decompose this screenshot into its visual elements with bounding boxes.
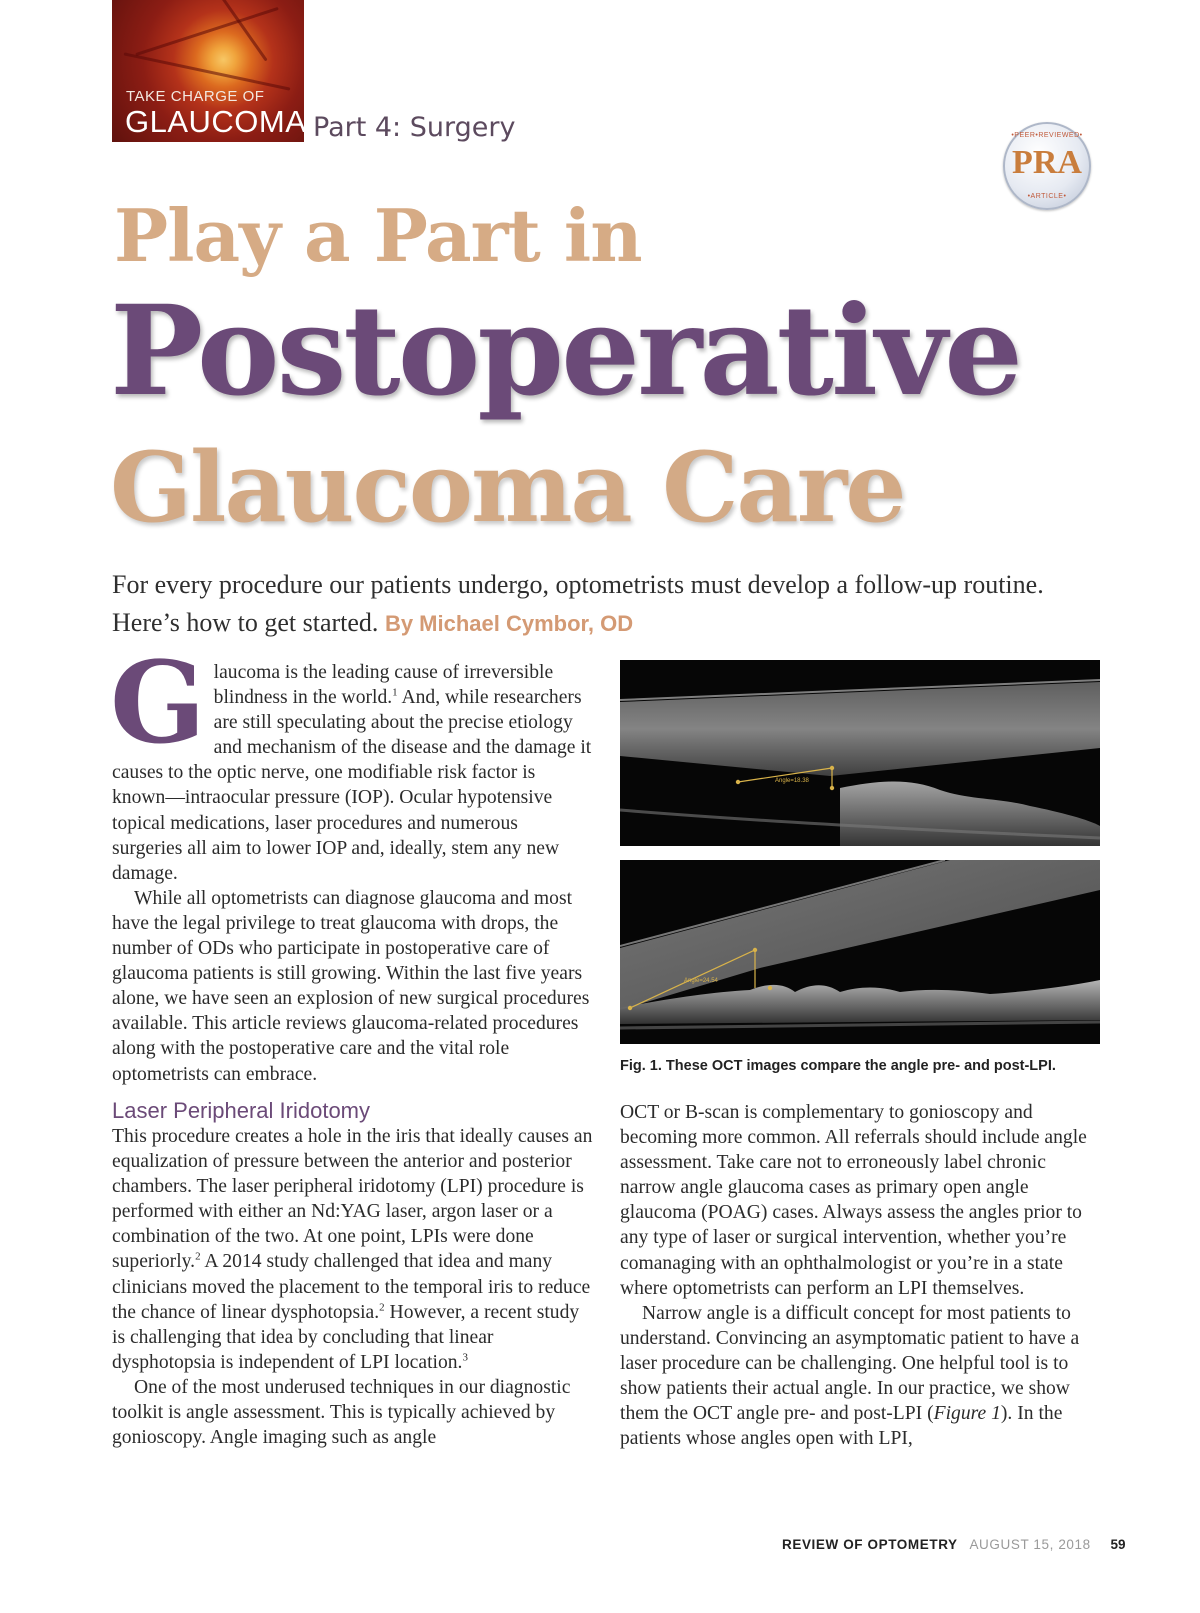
angle-label-1: Angle=18.38: [775, 778, 809, 784]
part-label: Part 4: Surgery: [313, 112, 516, 143]
footer-publication: REVIEW OF OPTOMETRY: [782, 1537, 958, 1552]
right-paragraph-1: OCT or B-scan is complementary to gonioscopy and becoming more common. All referrals should include angle assessment. Take care not to erroneously label chronic narrow angle glaucoma cases as primary open angle glaucoma (POAG) cases. Always assess the angles prior to any type of laser or surgical intervention, whether you’re comanaging with an ophthalmologist or you’re in a state where optometrists can perform an LPI themselves.: [620, 1102, 1087, 1299]
byline: By Michael Cymbor, OD: [384, 611, 634, 636]
section-p1-text-c: However, a recent study is challenging that idea by concluding that linear dysphotopsia is independent of LPI location.: [112, 1301, 580, 1373]
section-heading: Laser Peripheral Iridotomy: [112, 1098, 371, 1123]
intro-p1-text-a: laucoma is the leading cause of irreversible blindness in the world.: [213, 662, 554, 709]
footnote-ref: 3: [462, 1351, 468, 1364]
footnote-ref: 2: [195, 1250, 201, 1263]
section-p1-text-a: This procedure creates a hole in the iris that ideally causes an equalization of pressure between the anterior and posterior chambers. The laser peripheral iridotomy (LPI) procedure is performed with either an Nd:YAG laser, argon laser or a combination of the two. At one point, LPIs were done superiorly.: [112, 1126, 593, 1273]
right-column: [620, 1100, 1102, 1451]
badge-top-text: •PEER•REVIEWED•: [1011, 132, 1083, 139]
dek-text: For every procedure our patients undergo, optometrists must develop a follow-up routine. Here’s how to get started.: [112, 570, 1044, 637]
badge-bottom-text: •ARTICLE•: [1027, 193, 1067, 200]
footer-date: AUGUST 15, 2018: [969, 1537, 1091, 1552]
section-paragraph-1: [112, 1124, 593, 1375]
series-kicker: TAKE CHARGE OF: [126, 88, 265, 105]
headline-line-1: Play a Part in: [114, 193, 642, 278]
footnote-ref: 2: [379, 1301, 385, 1314]
section-p1-text-b: A 2014 study challenged that idea and many clinicians moved the placement to the temporal iris to reduce the chance of linear dysphotopsia.: [112, 1251, 591, 1323]
oct-image-pre-lpi: [620, 660, 1100, 846]
intro-column: [110, 638, 593, 1087]
series-name: GLAUCOMA: [125, 104, 307, 139]
intro-paragraph-1: [110, 638, 593, 886]
badge-mark: PRA: [1012, 144, 1082, 181]
right-p2-text-a: Narrow angle is a difficult concept for most patients to understand. Convincing an asymptomatic patient to have a laser procedure can be challenging. One helpful tool is to show patients their actual angle. In our practice, we show them the OCT angle pre- and post-LPI (: [620, 1302, 1080, 1425]
figure-caption: Fig. 1. These OCT images compare the angle pre- and post-LPI.: [620, 1058, 1056, 1074]
angle-label-2: Angle=24.54: [684, 978, 718, 984]
headline-line-3: Glaucoma Care: [110, 431, 905, 544]
page-number: 59: [1110, 1537, 1126, 1552]
dropcap: G: [110, 638, 206, 769]
right-p2-text-b: ). In the patients whose angles open with LPI,: [620, 1403, 1063, 1450]
footnote-ref: 1: [392, 686, 398, 699]
page-footer: [782, 1537, 1126, 1552]
intro-paragraph-2: While all optometrists can diagnose glaucoma and most have the legal privilege to treat glaucoma with drops, the number of ODs who participate in postoperative care of glaucoma patients is still growing. Within the last five years alone, we have seen an explosion of new surgical procedures available. This article reviews glaucoma-related procedures along with the postoperative care and the vital role optometrists can embrace.: [112, 887, 590, 1085]
peer-reviewed-badge: [1003, 122, 1091, 210]
dek: [112, 566, 1092, 643]
headline-line-2: Postoperative: [110, 279, 1021, 424]
section-paragraph-2: One of the most underused techniques in our diagnostic toolkit is angle assessment. This is typically achieved by gonioscopy. Angle imaging such as angle: [112, 1376, 571, 1449]
section-column: [112, 1124, 593, 1450]
intro-p1-text-b: And, while researchers are still speculating about the precise etiology and mechanism of the disease and the damage it causes to the optic nerve, one modifiable risk factor is known—intraocular pressure (IOP). Ocular hypotensive topical medications, laser procedures and numerous surgeries all aim to lower IOP and, ideally, stem any new damage.: [112, 687, 592, 884]
figure-reference: Figure 1: [933, 1403, 1001, 1425]
right-paragraph-2: [620, 1301, 1102, 1452]
oct-image-post-lpi: [620, 860, 1100, 1044]
